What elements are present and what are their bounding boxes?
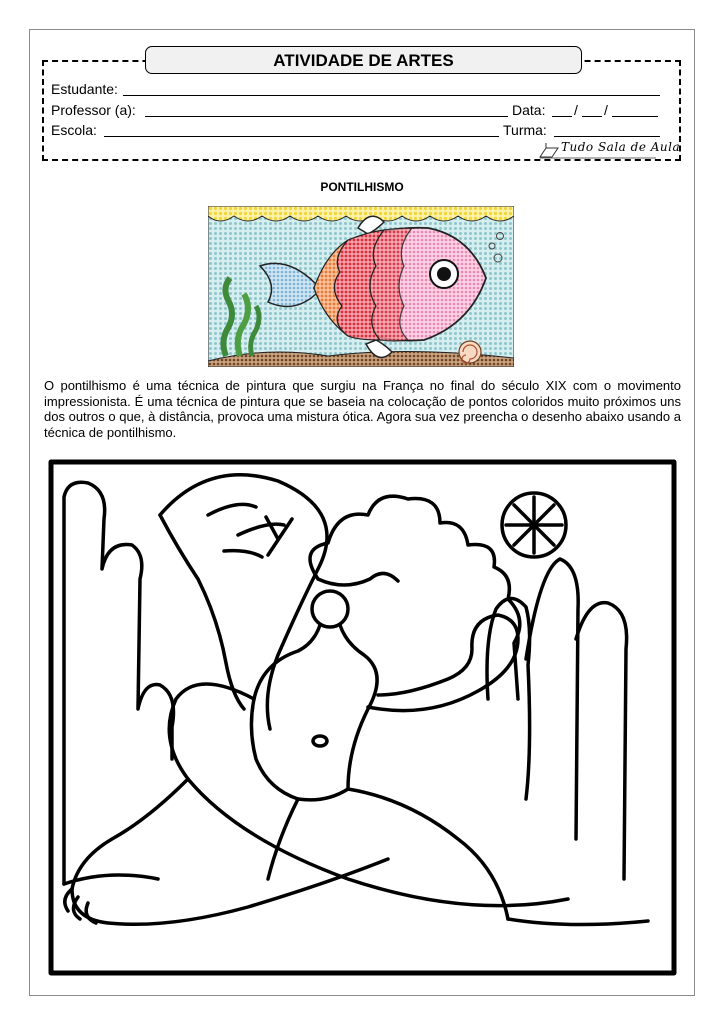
student-field[interactable] bbox=[123, 95, 660, 96]
class-field[interactable] bbox=[554, 136, 660, 137]
activity-title: ATIVIDADE DE ARTES bbox=[145, 46, 582, 74]
school-field[interactable] bbox=[104, 136, 499, 137]
date-label: Data: bbox=[512, 102, 546, 118]
pointillism-fish-image bbox=[208, 206, 514, 367]
logo-text: Tudo Sala de Aula bbox=[561, 140, 681, 154]
section-title: PONTILHISMO bbox=[320, 180, 404, 194]
class-label: Turma: bbox=[503, 122, 547, 138]
coloring-drawing[interactable] bbox=[48, 459, 677, 976]
student-label: Estudante: bbox=[51, 81, 118, 97]
date-day-field[interactable] bbox=[552, 116, 572, 117]
teacher-label: Professor (a): bbox=[51, 102, 136, 118]
school-label: Escola: bbox=[51, 122, 97, 138]
date-year-field[interactable] bbox=[612, 116, 658, 117]
date-month-field[interactable] bbox=[582, 116, 602, 117]
description-paragraph: O pontilhismo é uma técnica de pintura que surgiu na França no final do século XIX com o movimento impressionista. É uma técnica de pintura que se baseia na colocação de pontos coloridos muito próximos uns dos outros o que, à distância, provoca uma mistura ótica. Agora sua vez preencha o desenho abaixo usando a técnica de pontilhismo. bbox=[44, 378, 681, 440]
teacher-field[interactable] bbox=[145, 116, 508, 117]
